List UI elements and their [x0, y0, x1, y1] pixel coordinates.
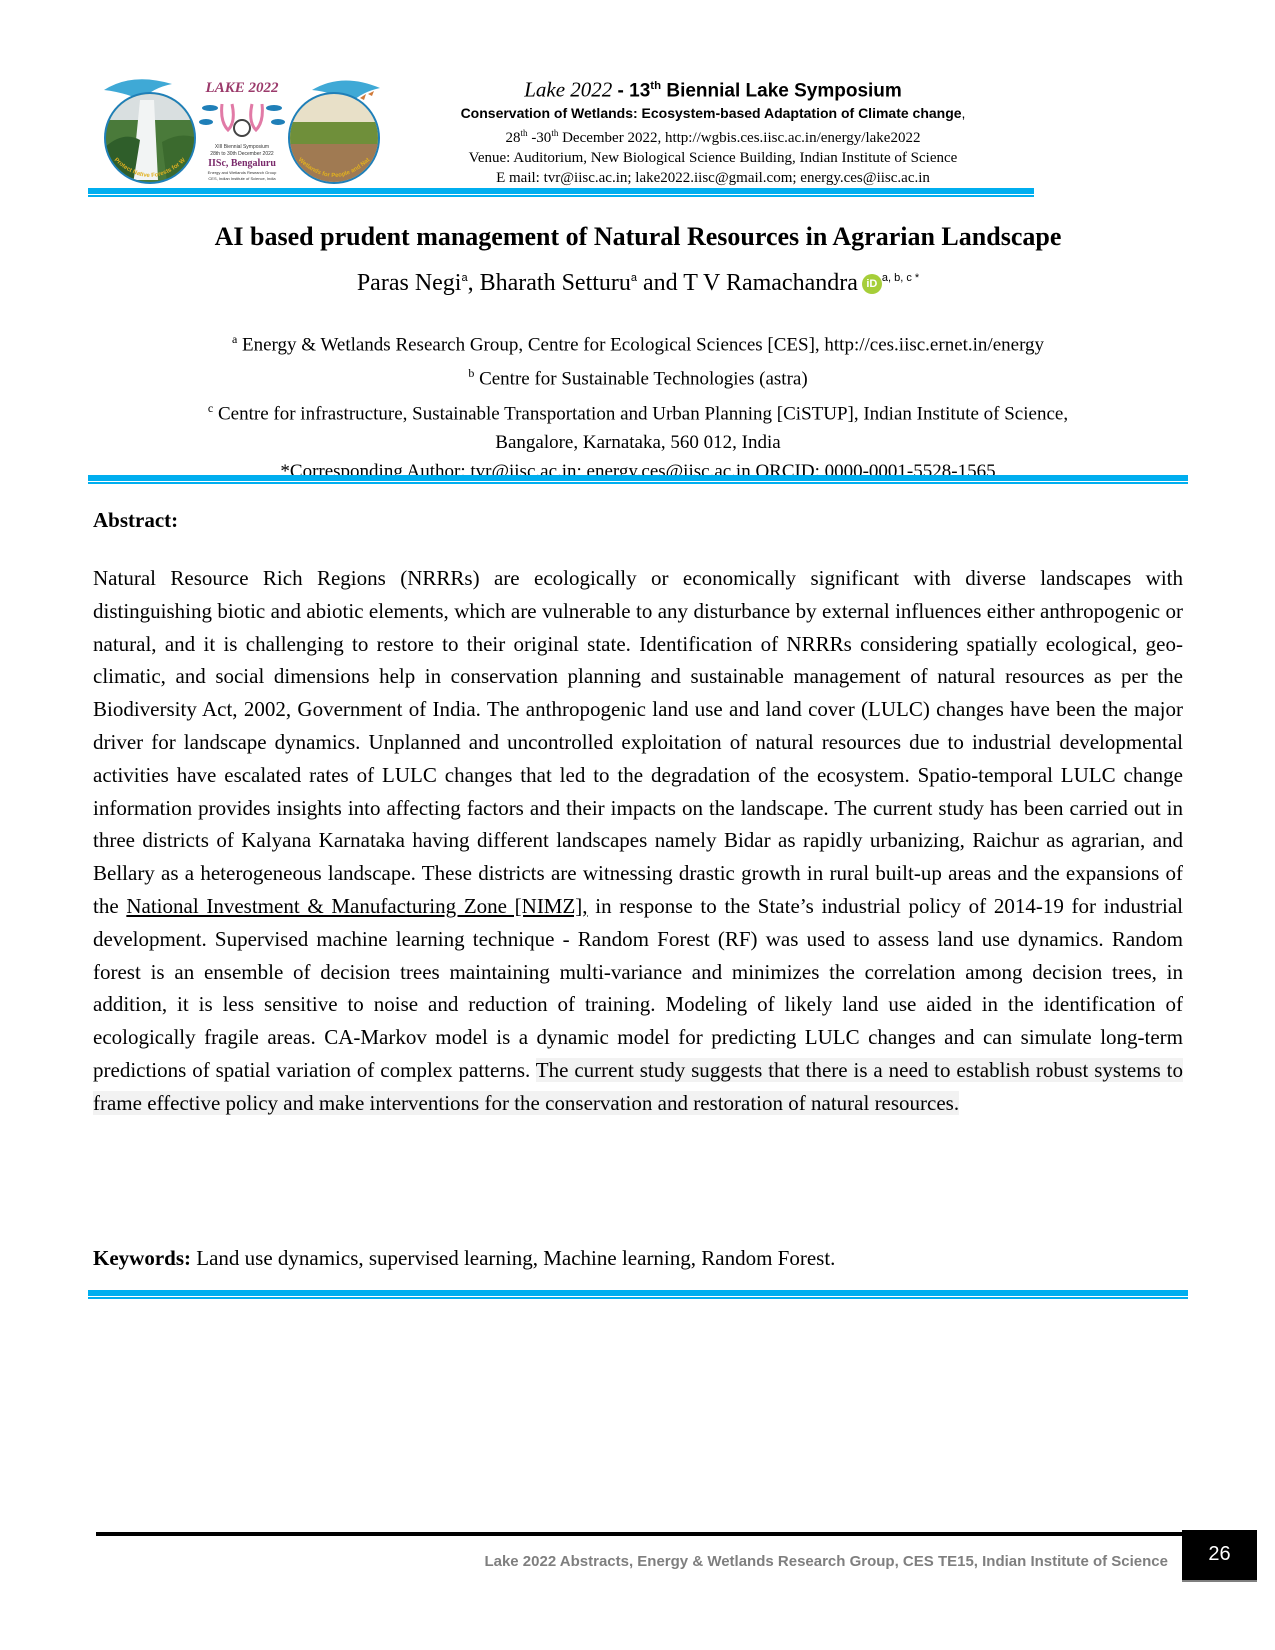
symposium-edition: - 13 [612, 80, 651, 102]
symposium-theme [388, 103, 1038, 123]
author-affil-sup: a [461, 272, 468, 284]
author-separator: and [637, 270, 684, 296]
affiliation-text: Bangalore, Karnataka, 560 012, India [495, 431, 781, 453]
abstract-body [93, 562, 1183, 1120]
logo-subtext-5: CES, Indian Institute of Science, India [208, 176, 276, 181]
affiliation-text: Centre for infrastructure, Sustainable Transportation and Urban Planning [CiSTUP], Indian Institute of Science, [213, 402, 1069, 424]
symposium-title [388, 74, 1038, 103]
affiliation-c [88, 394, 1188, 428]
logo-subtext-1: XIII Biennial Symposium [214, 144, 270, 150]
abstract-highlighted-text: The current study suggests that there is a need to establish robust systems to frame effective policy and make interventions for the conservation and restoration of natural resources. [93, 1057, 1183, 1115]
keywords-label: Keywords: [93, 1246, 191, 1270]
author-name: T V Ramachandra [683, 270, 858, 296]
author-affil-sup: a, b, c * [881, 272, 920, 284]
affiliation-text: Energy & Wetlands Research Group, Centre for Ecological Sciences [CES], http://ces.iisc.ernet.in/energy [237, 334, 1045, 356]
header-divider [88, 188, 1034, 197]
affiliations [88, 325, 1188, 486]
theme-suffix: , [961, 105, 966, 122]
date-start-sup: th [520, 128, 528, 139]
symposium-venue: Venue: Auditorium, New Biological Science Building, Indian Institute of Science [468, 150, 958, 167]
paper-title: AI based prudent management of Natural Resources in Agrarian Landscape [214, 222, 1062, 251]
symposium-edition-sup: th [650, 80, 662, 92]
affiliation-sup: c [207, 400, 214, 415]
logo-left-arc-text: Protect Native Forests for W [112, 157, 187, 180]
theme-text: Conservation of Wetlands: Ecosystem-based Adaptation of Climate change [460, 105, 962, 122]
author-name: Bharath Setturu [479, 270, 631, 296]
logo-subtext-4: Energy and Wetlands Research Group [207, 170, 277, 175]
orcid-icon[interactable]: iD [862, 274, 882, 294]
symposium-script-name: Lake 2022 [524, 77, 613, 102]
logo-subtext-2: 28th to 30th December 2022 [210, 151, 274, 157]
nimz-link[interactable]: National Investment & Manufacturing Zone [NIMZ], [126, 893, 588, 918]
page-number: 26 [1182, 1530, 1257, 1582]
author-name: Paras Negi [356, 270, 462, 296]
lake-2022-logo [102, 70, 382, 188]
affiliation-a [88, 325, 1188, 359]
logo-lake-2022-text: LAKE 2022 [205, 80, 279, 96]
symposium-dates [388, 123, 1038, 148]
date-and-url[interactable]: December 2022, http://wgbis.ces.iisc.ac.in/energy/lake2022 [558, 130, 921, 147]
logo-subtext-3: IISc, Bengaluru [208, 158, 276, 169]
symposium-name: Biennial Lake Symposium [661, 80, 902, 102]
affiliation-divider [88, 475, 1188, 484]
conference-header [88, 62, 1048, 190]
conference-info [388, 74, 1038, 188]
keywords-list: Land use dynamics, supervised learning, Machine learning, Random Forest. [191, 1246, 836, 1270]
affiliation-sup: b [468, 366, 475, 381]
affiliation-b [88, 359, 1188, 393]
author-separator: , [467, 270, 480, 296]
footer-divider [96, 1532, 1182, 1536]
logo-right-arc-text: Wetlands for People and Nat [296, 157, 372, 180]
footer-text: Lake 2022 Abstracts, Energy & Wetlands Research Group, CES TE15, Indian Institute of Science [484, 1553, 1168, 1570]
corresponding-author: *Corresponding Author: tvr@iisc.ac.in; energy.ces@iisc.ac.in ORCID: 0000-0001-5528-1565 [280, 460, 996, 482]
date-end-sup: th [551, 128, 559, 139]
abstract-heading: Abstract: [93, 508, 179, 532]
symposium-email[interactable]: E mail: tvr@iisc.ac.in; lake2022.iisc@gmail.com; energy.ces@iisc.ac.in [496, 170, 930, 187]
affiliation-c-cont [88, 428, 1188, 457]
keywords-divider [88, 1290, 1188, 1299]
date-start: 28 [505, 130, 521, 147]
abstract-text-1: Natural Resource Rich Regions (NRRRs) are ecologically or economically significant with diverse landscapes with distinguishing biotic and abiotic elements, which are vulnerable to any disturbance by external influences either anthropogenic or natural, and it is challenging to restore to their original state. Identification of NRRRs considering spatially ecological, geo-climatic, and social dimensions help in conservation planning and sustainable management of natural resources as per the Biodiversity Act, 2002, Government of India. The anthropogenic land use and land cover (LULC) changes have been the major driver for landscape dynamics. Unplanned and uncontrolled exploitation of natural resources due to industrial developmental activities have escalated rates of LULC changes that led to the degradation of the ecosystem. Spatio-temporal LULC change information provides insights into affecting factors and their impacts on the landscape. The current study has been carried out in three districts of Kalyana Karnataka having different landscapes namely Bidar as rapidly urbanizing, Raichur as agrarian, and Bellary as a heterogeneous landscape. These districts are witnessing drastic growth in rural built-up areas and the expansions of the [93, 566, 1183, 918]
author-affil-sup: a [630, 272, 638, 284]
abstract-text-2: in response to the State’s industrial policy of 2014-19 for industrial development. Supervised machine learning technique - Random Forest (RF) was used to assess land use dynamics. Random forest is an ensemble of decision trees maintaining multi-variance and minimizes the correlation among decision trees, in addition, it is less sensitive to noise and reduction of training. Modeling of likely land use aided in the identification of ecologically fragile areas. CA-Markov model is a dynamic model for predicting LULC changes and can simulate long-term predictions of spatial variation of complex patterns. [93, 893, 1183, 1082]
date-end: -30 [527, 130, 552, 147]
keywords [93, 1246, 1183, 1271]
author-list [88, 270, 1188, 297]
affiliation-sup: a [231, 332, 238, 346]
affiliation-text: Centre for Sustainable Technologies (astra) [474, 368, 808, 390]
